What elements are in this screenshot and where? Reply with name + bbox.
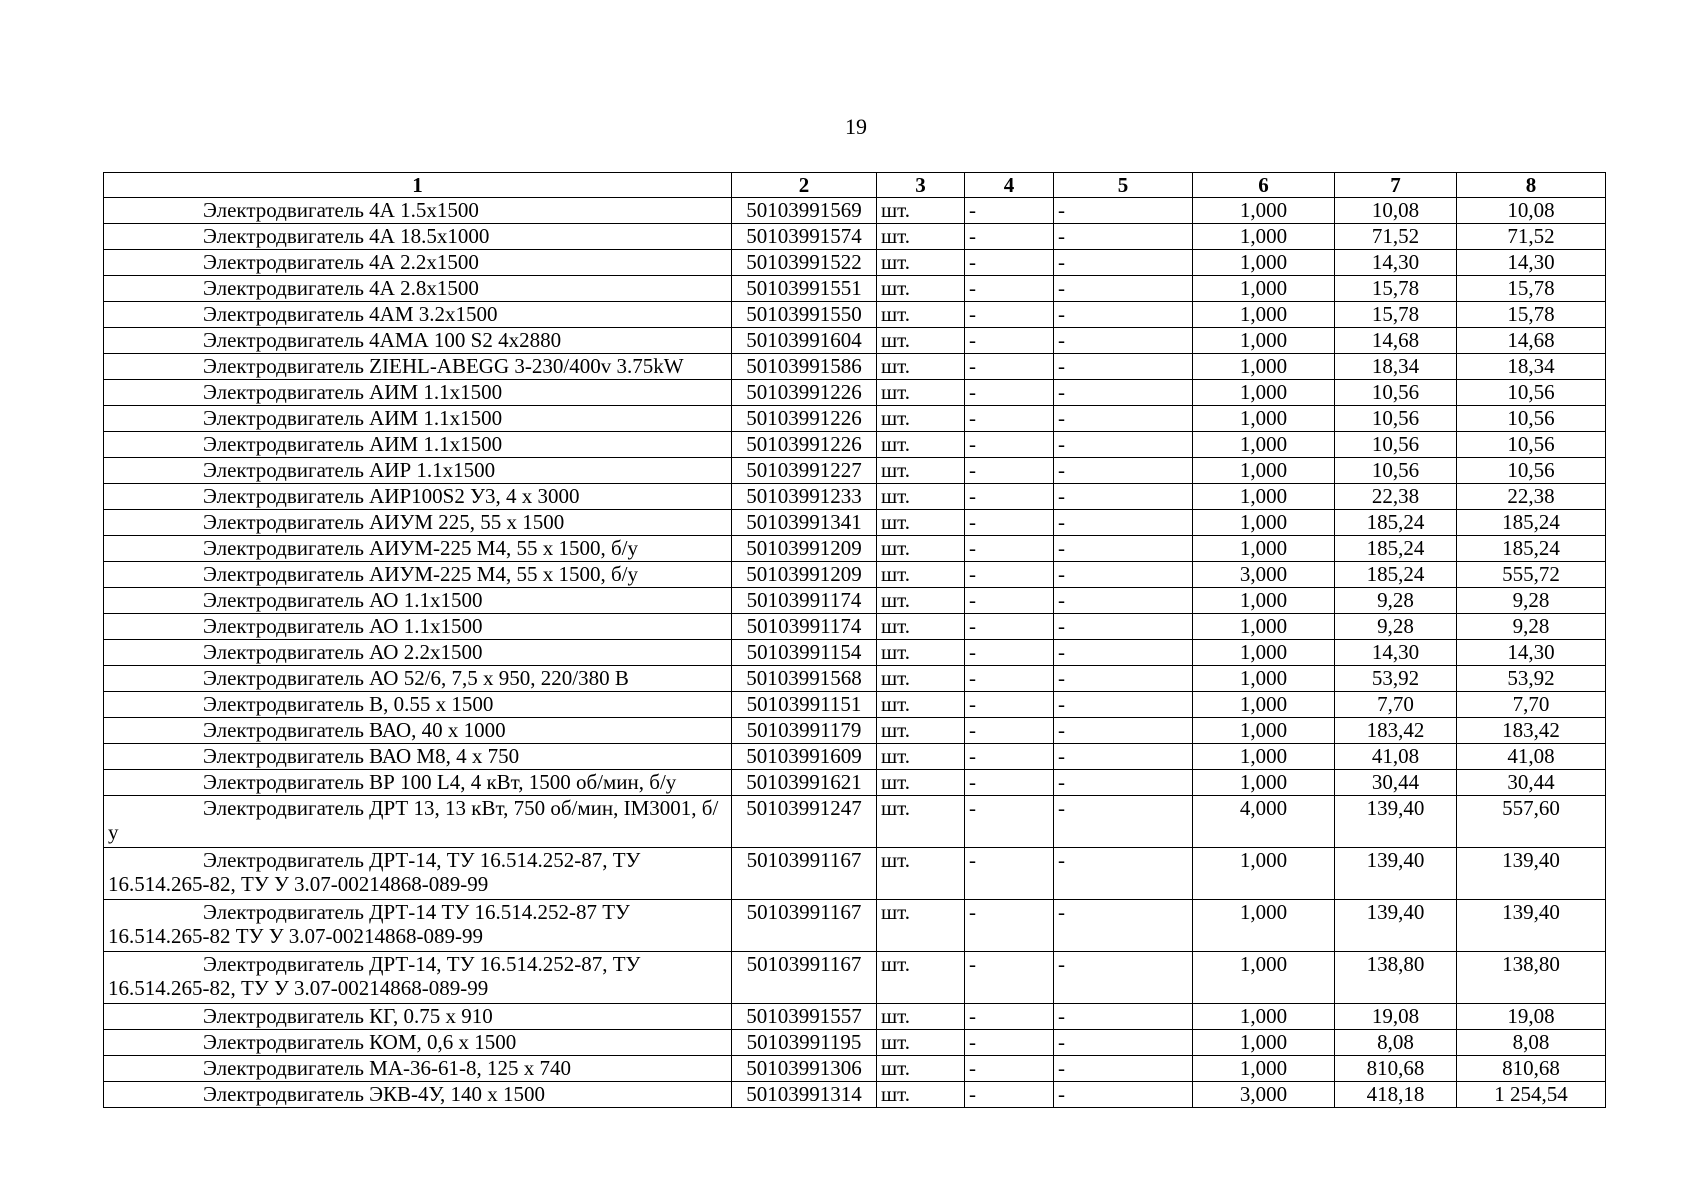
unit-cell: шт. [877, 562, 965, 588]
quantity-cell: 1,000 [1193, 718, 1335, 744]
column-4-cell: - [965, 848, 1054, 900]
column-5-cell: - [1054, 848, 1193, 900]
table-row [104, 848, 1606, 900]
table-row [104, 198, 1606, 224]
item-code-cell: 50103991227 [732, 458, 877, 484]
column-4-cell: - [965, 666, 1054, 692]
item-code-cell: 50103991247 [732, 796, 877, 848]
item-code-cell: 50103991226 [732, 432, 877, 458]
quantity-cell: 1,000 [1193, 484, 1335, 510]
sum-cell: 10,56 [1457, 458, 1606, 484]
item-name-cell: Электродвигатель 4А 2.8х1500 [104, 276, 732, 302]
sum-cell: 14,68 [1457, 328, 1606, 354]
item-name-cell: Электродвигатель АИУМ-225 М4, 55 х 1500, б/у [104, 562, 732, 588]
sum-cell: 1 254,54 [1457, 1082, 1606, 1108]
quantity-cell: 1,000 [1193, 510, 1335, 536]
item-name-cell: Электродвигатель АО 52/6, 7,5 х 950, 220/380 В [104, 666, 732, 692]
item-code-cell: 50103991306 [732, 1056, 877, 1082]
item-name-cell: Электродвигатель АО 1.1х1500 [104, 614, 732, 640]
unit-cell: шт. [877, 588, 965, 614]
column-4-cell: - [965, 198, 1054, 224]
column-5-cell: - [1054, 458, 1193, 484]
table-row [104, 666, 1606, 692]
column-5-cell: - [1054, 1056, 1193, 1082]
unit-cell: шт. [877, 1004, 965, 1030]
sum-cell: 185,24 [1457, 536, 1606, 562]
table-row [104, 952, 1606, 1004]
item-code-cell: 50103991233 [732, 484, 877, 510]
price-cell: 14,30 [1335, 640, 1457, 666]
unit-cell: шт. [877, 224, 965, 250]
column-5-cell: - [1054, 1082, 1193, 1108]
column-5-cell: - [1054, 1004, 1193, 1030]
price-cell: 138,80 [1335, 952, 1457, 1004]
column-5-cell: - [1054, 588, 1193, 614]
item-name-cell: Электродвигатель МА-36-61-8, 125 х 740 [104, 1056, 732, 1082]
price-cell: 185,24 [1335, 510, 1457, 536]
table-row [104, 432, 1606, 458]
price-cell: 14,68 [1335, 328, 1457, 354]
unit-cell: шт. [877, 1082, 965, 1108]
sum-cell: 555,72 [1457, 562, 1606, 588]
column-5-cell: - [1054, 198, 1193, 224]
unit-cell: шт. [877, 380, 965, 406]
item-name-cell: Электродвигатель 4А 1.5х1500 [104, 198, 732, 224]
unit-cell: шт. [877, 744, 965, 770]
price-cell: 19,08 [1335, 1004, 1457, 1030]
price-cell: 10,56 [1335, 458, 1457, 484]
item-code-cell: 50103991174 [732, 614, 877, 640]
table-row [104, 718, 1606, 744]
column-5-cell: - [1054, 380, 1193, 406]
item-name-cell: Электродвигатель ДРТ-14, ТУ 16.514.252-87, ТУ 16.514.265-82, ТУ У 3.07-00214868-089-99 [104, 848, 732, 900]
unit-cell: шт. [877, 328, 965, 354]
item-code-cell: 50103991195 [732, 1030, 877, 1056]
item-code-cell: 50103991167 [732, 900, 877, 952]
table-row [104, 328, 1606, 354]
unit-cell: шт. [877, 458, 965, 484]
column-4-cell: - [965, 432, 1054, 458]
item-code-cell: 50103991609 [732, 744, 877, 770]
column-5-cell: - [1054, 666, 1193, 692]
sum-cell: 53,92 [1457, 666, 1606, 692]
unit-cell: шт. [877, 848, 965, 900]
price-cell: 30,44 [1335, 770, 1457, 796]
table-row [104, 562, 1606, 588]
item-name-cell: Электродвигатель АИМ 1.1х1500 [104, 432, 732, 458]
goods-table [103, 172, 1606, 1108]
unit-cell: шт. [877, 796, 965, 848]
column-4-cell: - [965, 406, 1054, 432]
column-4-cell: - [965, 510, 1054, 536]
price-cell: 15,78 [1335, 276, 1457, 302]
column-4-cell: - [965, 250, 1054, 276]
column-4-cell: - [965, 458, 1054, 484]
column-4-cell: - [965, 1004, 1054, 1030]
header-row [104, 173, 1606, 198]
column-header: 2 [732, 173, 877, 198]
quantity-cell: 1,000 [1193, 666, 1335, 692]
quantity-cell: 1,000 [1193, 432, 1335, 458]
column-5-cell: - [1054, 536, 1193, 562]
quantity-cell: 1,000 [1193, 1056, 1335, 1082]
sum-cell: 30,44 [1457, 770, 1606, 796]
unit-cell: шт. [877, 952, 965, 1004]
unit-cell: шт. [877, 484, 965, 510]
price-cell: 53,92 [1335, 666, 1457, 692]
quantity-cell: 1,000 [1193, 536, 1335, 562]
column-header: 1 [104, 173, 732, 198]
column-header: 7 [1335, 173, 1457, 198]
item-name-cell: Электродвигатель ЭКВ-4У, 140 х 1500 [104, 1082, 732, 1108]
item-name-cell: Электродвигатель 4АМА 100 S2 4х2880 [104, 328, 732, 354]
sum-cell: 9,28 [1457, 588, 1606, 614]
item-code-cell: 50103991167 [732, 952, 877, 1004]
sum-cell: 138,80 [1457, 952, 1606, 1004]
column-5-cell: - [1054, 510, 1193, 536]
unit-cell: шт. [877, 614, 965, 640]
column-header: 5 [1054, 173, 1193, 198]
price-cell: 10,08 [1335, 198, 1457, 224]
column-4-cell: - [965, 952, 1054, 1004]
column-5-cell: - [1054, 484, 1193, 510]
price-cell: 810,68 [1335, 1056, 1457, 1082]
item-name-cell: Электродвигатель В, 0.55 х 1500 [104, 692, 732, 718]
table-row [104, 614, 1606, 640]
column-header: 3 [877, 173, 965, 198]
column-4-cell: - [965, 562, 1054, 588]
unit-cell: шт. [877, 640, 965, 666]
sum-cell: 10,08 [1457, 198, 1606, 224]
item-name-cell: Электродвигатель АИУМ 225, 55 х 1500 [104, 510, 732, 536]
column-5-cell: - [1054, 614, 1193, 640]
table-row [104, 1030, 1606, 1056]
item-name-cell: Электродвигатель 4АМ 3.2х1500 [104, 302, 732, 328]
column-4-cell: - [965, 770, 1054, 796]
item-name-cell: Электродвигатель АО 2.2х1500 [104, 640, 732, 666]
item-name-cell: Электродвигатель АИМ 1.1х1500 [104, 406, 732, 432]
quantity-cell: 1,000 [1193, 588, 1335, 614]
sum-cell: 183,42 [1457, 718, 1606, 744]
column-5-cell: - [1054, 770, 1193, 796]
column-5-cell: - [1054, 302, 1193, 328]
item-code-cell: 50103991226 [732, 380, 877, 406]
item-name-cell: Электродвигатель АИР 1.1х1500 [104, 458, 732, 484]
item-name-cell: Электродвигатель АО 1.1х1500 [104, 588, 732, 614]
item-code-cell: 50103991209 [732, 536, 877, 562]
page-number: 19 [845, 114, 867, 139]
item-name-cell: Электродвигатель АИМ 1.1х1500 [104, 380, 732, 406]
quantity-cell: 1,000 [1193, 770, 1335, 796]
sum-cell: 15,78 [1457, 276, 1606, 302]
item-code-cell: 50103991557 [732, 1004, 877, 1030]
unit-cell: шт. [877, 276, 965, 302]
table-row [104, 536, 1606, 562]
unit-cell: шт. [877, 666, 965, 692]
quantity-cell: 3,000 [1193, 562, 1335, 588]
unit-cell: шт. [877, 354, 965, 380]
price-cell: 41,08 [1335, 744, 1457, 770]
column-5-cell: - [1054, 952, 1193, 1004]
table-row [104, 796, 1606, 848]
column-5-cell: - [1054, 354, 1193, 380]
price-cell: 185,24 [1335, 536, 1457, 562]
item-code-cell: 50103991569 [732, 198, 877, 224]
column-5-cell: - [1054, 718, 1193, 744]
price-cell: 9,28 [1335, 614, 1457, 640]
price-cell: 10,56 [1335, 380, 1457, 406]
sum-cell: 18,34 [1457, 354, 1606, 380]
sum-cell: 139,40 [1457, 900, 1606, 952]
unit-cell: шт. [877, 1030, 965, 1056]
table-body [104, 198, 1606, 1108]
quantity-cell: 1,000 [1193, 380, 1335, 406]
column-5-cell: - [1054, 250, 1193, 276]
item-code-cell: 50103991167 [732, 848, 877, 900]
item-name-cell: Электродвигатель АИУМ-225 М4, 55 х 1500, б/у [104, 536, 732, 562]
table-row [104, 354, 1606, 380]
item-name-cell: Электродвигатель АИР100S2 У3, 4 х 3000 [104, 484, 732, 510]
sum-cell: 10,56 [1457, 432, 1606, 458]
column-4-cell: - [965, 744, 1054, 770]
item-code-cell: 50103991174 [732, 588, 877, 614]
column-5-cell: - [1054, 224, 1193, 250]
price-cell: 139,40 [1335, 900, 1457, 952]
price-cell: 185,24 [1335, 562, 1457, 588]
item-name-cell: Электродвигатель ВР 100 L4, 4 кВт, 1500 об/мин, б/у [104, 770, 732, 796]
price-cell: 139,40 [1335, 848, 1457, 900]
column-4-cell: - [965, 276, 1054, 302]
table-row [104, 380, 1606, 406]
sum-cell: 19,08 [1457, 1004, 1606, 1030]
unit-cell: шт. [877, 302, 965, 328]
column-5-cell: - [1054, 1030, 1193, 1056]
column-4-cell: - [965, 1056, 1054, 1082]
item-name-cell: Электродвигатель ДРТ-14, ТУ 16.514.252-87, ТУ 16.514.265-82, ТУ У 3.07-00214868-089-99 [104, 952, 732, 1004]
item-name-cell: Электродвигатель ВАО М8, 4 х 750 [104, 744, 732, 770]
column-4-cell: - [965, 640, 1054, 666]
sum-cell: 14,30 [1457, 640, 1606, 666]
item-code-cell: 50103991586 [732, 354, 877, 380]
unit-cell: шт. [877, 1056, 965, 1082]
column-5-cell: - [1054, 276, 1193, 302]
sum-cell: 185,24 [1457, 510, 1606, 536]
column-4-cell: - [965, 302, 1054, 328]
table-row [104, 770, 1606, 796]
price-cell: 139,40 [1335, 796, 1457, 848]
column-header: 8 [1457, 173, 1606, 198]
column-4-cell: - [965, 588, 1054, 614]
column-4-cell: - [965, 718, 1054, 744]
quantity-cell: 1,000 [1193, 692, 1335, 718]
item-code-cell: 50103991522 [732, 250, 877, 276]
item-name-cell: Электродвигатель ВАО, 40 х 1000 [104, 718, 732, 744]
price-cell: 14,30 [1335, 250, 1457, 276]
column-4-cell: - [965, 614, 1054, 640]
column-4-cell: - [965, 1030, 1054, 1056]
price-cell: 71,52 [1335, 224, 1457, 250]
sum-cell: 14,30 [1457, 250, 1606, 276]
quantity-cell: 1,000 [1193, 406, 1335, 432]
price-cell: 15,78 [1335, 302, 1457, 328]
table-row [104, 900, 1606, 952]
table-row [104, 406, 1606, 432]
price-cell: 10,56 [1335, 432, 1457, 458]
item-name-cell: Электродвигатель ДРТ 13, 13 кВт, 750 об/мин, IM3001, б/у [104, 796, 732, 848]
price-cell: 10,56 [1335, 406, 1457, 432]
item-code-cell: 50103991179 [732, 718, 877, 744]
sum-cell: 71,52 [1457, 224, 1606, 250]
column-4-cell: - [965, 354, 1054, 380]
sum-cell: 22,38 [1457, 484, 1606, 510]
column-5-cell: - [1054, 796, 1193, 848]
price-cell: 7,70 [1335, 692, 1457, 718]
table-row [104, 1056, 1606, 1082]
price-cell: 183,42 [1335, 718, 1457, 744]
column-5-cell: - [1054, 744, 1193, 770]
column-5-cell: - [1054, 640, 1193, 666]
sum-cell: 139,40 [1457, 848, 1606, 900]
column-5-cell: - [1054, 562, 1193, 588]
quantity-cell: 3,000 [1193, 1082, 1335, 1108]
item-code-cell: 50103991604 [732, 328, 877, 354]
column-4-cell: - [965, 692, 1054, 718]
table-row [104, 744, 1606, 770]
item-code-cell: 50103991314 [732, 1082, 877, 1108]
table-row [104, 250, 1606, 276]
table-row [104, 510, 1606, 536]
column-4-cell: - [965, 328, 1054, 354]
table-row [104, 1004, 1606, 1030]
item-code-cell: 50103991226 [732, 406, 877, 432]
unit-cell: шт. [877, 536, 965, 562]
price-cell: 22,38 [1335, 484, 1457, 510]
sum-cell: 15,78 [1457, 302, 1606, 328]
item-code-cell: 50103991341 [732, 510, 877, 536]
sum-cell: 9,28 [1457, 614, 1606, 640]
item-code-cell: 50103991568 [732, 666, 877, 692]
unit-cell: шт. [877, 770, 965, 796]
unit-cell: шт. [877, 510, 965, 536]
item-name-cell: Электродвигатель 4А 2.2х1500 [104, 250, 732, 276]
item-name-cell: Электродвигатель ZIEHL-ABEGG 3-230/400v 3.75kW [104, 354, 732, 380]
quantity-cell: 1,000 [1193, 250, 1335, 276]
quantity-cell: 4,000 [1193, 796, 1335, 848]
column-4-cell: - [965, 1082, 1054, 1108]
column-5-cell: - [1054, 328, 1193, 354]
column-5-cell: - [1054, 432, 1193, 458]
quantity-cell: 1,000 [1193, 198, 1335, 224]
sum-cell: 810,68 [1457, 1056, 1606, 1082]
item-name-cell: Электродвигатель 4А 18.5х1000 [104, 224, 732, 250]
column-4-cell: - [965, 224, 1054, 250]
column-4-cell: - [965, 380, 1054, 406]
column-5-cell: - [1054, 692, 1193, 718]
table-row [104, 1082, 1606, 1108]
quantity-cell: 1,000 [1193, 224, 1335, 250]
item-code-cell: 50103991209 [732, 562, 877, 588]
unit-cell: шт. [877, 198, 965, 224]
column-header: 6 [1193, 173, 1335, 198]
item-code-cell: 50103991621 [732, 770, 877, 796]
sum-cell: 557,60 [1457, 796, 1606, 848]
table-row [104, 224, 1606, 250]
quantity-cell: 1,000 [1193, 1004, 1335, 1030]
quantity-cell: 1,000 [1193, 614, 1335, 640]
unit-cell: шт. [877, 900, 965, 952]
item-code-cell: 50103991154 [732, 640, 877, 666]
column-4-cell: - [965, 484, 1054, 510]
item-code-cell: 50103991574 [732, 224, 877, 250]
column-header: 4 [965, 173, 1054, 198]
item-name-cell: Электродвигатель КОМ, 0,6 х 1500 [104, 1030, 732, 1056]
quantity-cell: 1,000 [1193, 900, 1335, 952]
table-row [104, 302, 1606, 328]
price-cell: 8,08 [1335, 1030, 1457, 1056]
unit-cell: шт. [877, 718, 965, 744]
table-row [104, 484, 1606, 510]
column-5-cell: - [1054, 900, 1193, 952]
sum-cell: 10,56 [1457, 406, 1606, 432]
quantity-cell: 1,000 [1193, 1030, 1335, 1056]
unit-cell: шт. [877, 432, 965, 458]
sum-cell: 41,08 [1457, 744, 1606, 770]
quantity-cell: 1,000 [1193, 276, 1335, 302]
price-cell: 18,34 [1335, 354, 1457, 380]
column-4-cell: - [965, 900, 1054, 952]
quantity-cell: 1,000 [1193, 640, 1335, 666]
quantity-cell: 1,000 [1193, 458, 1335, 484]
table-row [104, 692, 1606, 718]
sum-cell: 8,08 [1457, 1030, 1606, 1056]
price-cell: 9,28 [1335, 588, 1457, 614]
table-row [104, 588, 1606, 614]
quantity-cell: 1,000 [1193, 328, 1335, 354]
table-row [104, 458, 1606, 484]
sum-cell: 7,70 [1457, 692, 1606, 718]
item-name-cell: Электродвигатель ДРТ-14 ТУ 16.514.252-87 ТУ 16.514.265-82 ТУ У 3.07-00214868-089-99 [104, 900, 732, 952]
price-cell: 418,18 [1335, 1082, 1457, 1108]
table-row [104, 640, 1606, 666]
unit-cell: шт. [877, 692, 965, 718]
item-code-cell: 50103991550 [732, 302, 877, 328]
quantity-cell: 1,000 [1193, 744, 1335, 770]
column-4-cell: - [965, 536, 1054, 562]
quantity-cell: 1,000 [1193, 952, 1335, 1004]
quantity-cell: 1,000 [1193, 848, 1335, 900]
table-row [104, 276, 1606, 302]
unit-cell: шт. [877, 250, 965, 276]
sum-cell: 10,56 [1457, 380, 1606, 406]
item-name-cell: Электродвигатель КГ, 0.75 х 910 [104, 1004, 732, 1030]
unit-cell: шт. [877, 406, 965, 432]
quantity-cell: 1,000 [1193, 354, 1335, 380]
column-5-cell: - [1054, 406, 1193, 432]
column-4-cell: - [965, 796, 1054, 848]
quantity-cell: 1,000 [1193, 302, 1335, 328]
item-code-cell: 50103991151 [732, 692, 877, 718]
item-code-cell: 50103991551 [732, 276, 877, 302]
